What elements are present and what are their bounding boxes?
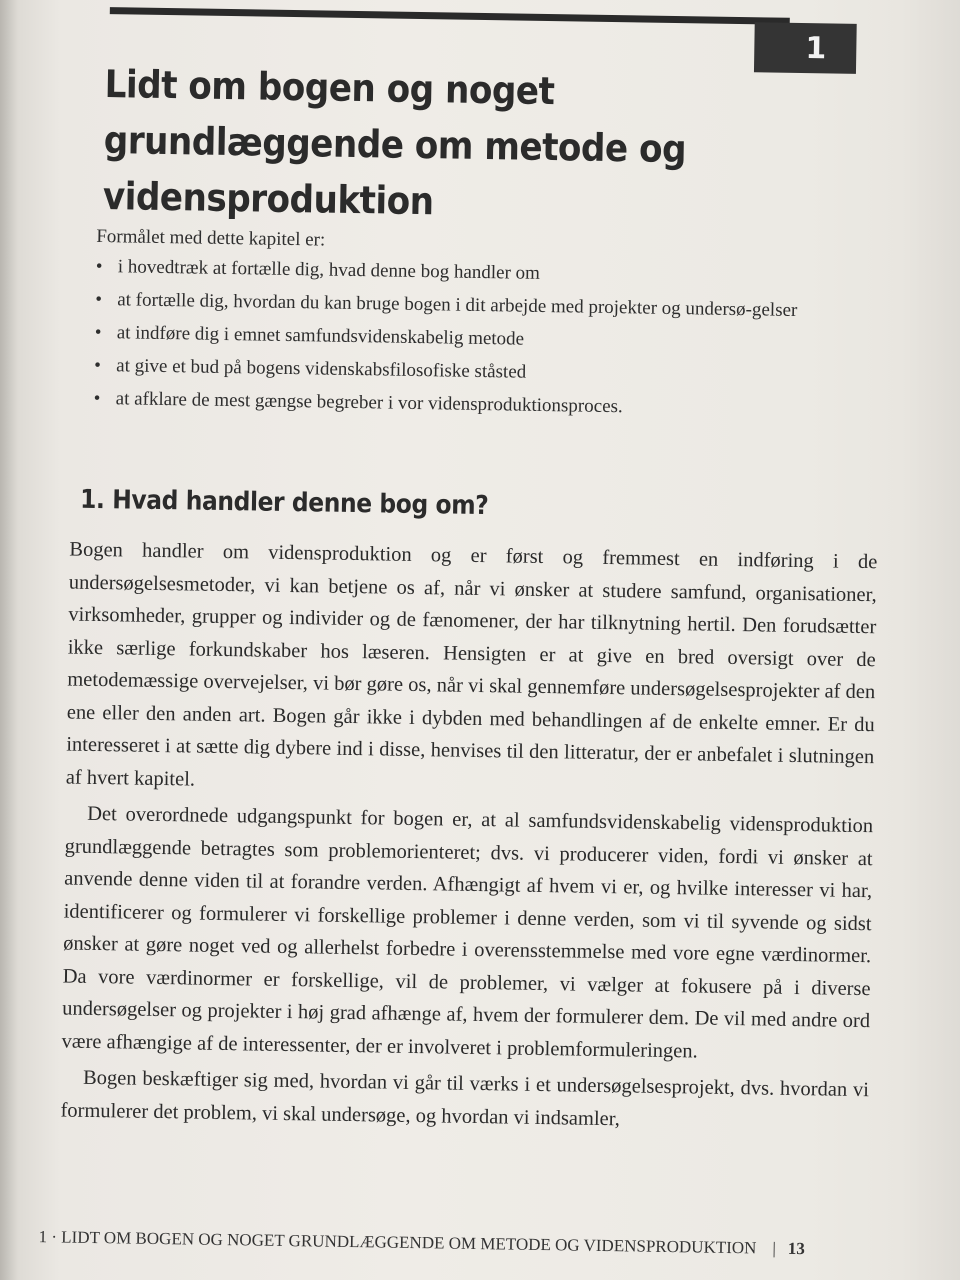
chapter-number: 1: [805, 30, 827, 66]
purpose-item: • at afklare de mest gængse begreber i vor vidensproduktionsproces.: [94, 384, 874, 426]
purpose-list: [94, 252, 876, 426]
page-number: 13: [787, 1238, 805, 1259]
chapter-title: Lidt om bogen og noget grundlæggende om metode og vidensproduktion: [102, 62, 687, 224]
purpose-item: • i hovedtræk at fortælle dig, hvad denne bog handler om: [96, 252, 876, 294]
running-footer: [38, 1225, 878, 1262]
body-paragraph: Bogen beskæftiger sig med, hvordan vi går til værks i et undersøgelsesprojekt, dvs. hvordan vi formulerer det problem, vi skal undersøge, og hvordan vi indsamler,: [60, 1066, 870, 1130]
chapter-purpose: [93, 222, 876, 429]
body-paragraph: Bogen handler om vidensproduktion og er først og fremmest en indføring i de undersøgelsesmetoder, vi kan betjene os af, når vi ønsker at studere samfund, organisationer, virksomheder, grupper og individer og de fænomener, der har tilknytning hertil. Den forudsætter ikke særlige forkundskaber hos læseren. Hensigten er at give en bred oversigt over de metodemæssige overvejelser, vi bør gøre os, når vi skal gennemføre undersøgelsesprojekter af den ene eller den anden art. Bogen går ikke i dybden med behandlingen af de enkelte emner. Er du interesseret i at sætte dig dybere ind i disse, henvises til den litteratur, der er anbefalet i slutningen af hvert kapitel.: [65, 538, 878, 791]
purpose-item: • at give et bud på bogens videnskabsfilosofiske ståsted: [94, 351, 874, 393]
body-paragraph: Det overordnede udgangspunkt for bogen er, at al samfundsvidenskabelig vidensproduktion grundlæggende betragtes som problemorienteret; dvs. vi producerer viden, fordi vi ønsker at anvende denne viden til at forandre verden. Afhængigt af hvem vi er, og hvilke interesser vi har, identificerer og formulerer vi forskellige problemer i denne verden, som vi til syvende og sidst ønsker at gøre noget ved og allerhelst forbedre i overensstemmelse med vore egne værdinormer. Da vore værdinormer er forskellige, vil de problemer, vi vælger at fokusere på i diverse undersøgelser og projekter i høj grad afhænge af, hvem der formulerer dem. De vil med andre ord være afhængige af de interessenter, der er involveret i problemformuleringen.: [61, 802, 874, 1062]
purpose-item: • at fortælle dig, hvordan du kan bruge bogen i dit arbejde med projekter og undersø-gelser: [95, 285, 875, 327]
body-text: [60, 534, 877, 1144]
footer-separator: |: [772, 1238, 776, 1258]
purpose-item: • at indføre dig i emnet samfundsvidenskabelig metode: [95, 318, 875, 360]
section-heading: 1. Hvad handler denne bog om?: [79, 484, 489, 522]
purpose-intro: Formålet med dette kapitel er:: [96, 225, 326, 251]
chapter-top-rule: [110, 7, 790, 25]
page-shadow: [900, 0, 960, 1280]
running-title: 1 · LIDT OM BOGEN OG NOGET GRUNDLÆGGENDE OM METODE OG VIDENSPRODUKTION: [38, 1227, 757, 1258]
